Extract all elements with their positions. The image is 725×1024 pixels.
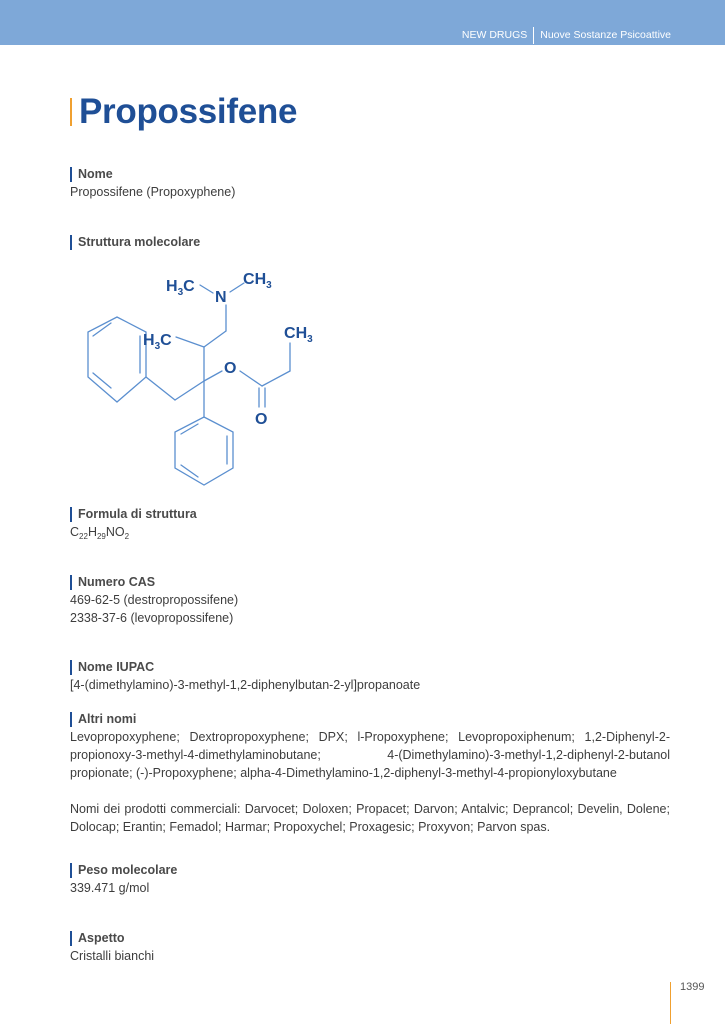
- altri-commercial: Nomi dei prodotti commerciali: Darvocet; Doloxen; Propacet; Darvon; Antalvic; Deprancol; Develin, Dolene; Dolocap; Erantin; Femadol; Harmar; Propoxychel; Proxagesic; Proxyvon; Parvon spas.: [70, 802, 670, 834]
- atom-h: H: [143, 332, 155, 349]
- section-marker: [70, 235, 72, 250]
- atom-sub: 3: [177, 287, 184, 298]
- iupac-label: Nome IUPAC: [78, 660, 155, 674]
- cas-line-1: 469-62-5 (destropropossifene): [70, 593, 239, 607]
- aspetto-label: Aspetto: [78, 931, 125, 945]
- iupac-value: [4-(dimethylamino)-3-methyl-1,2-diphenylbutan-2-yl]propanoate: [70, 678, 421, 692]
- footer-accent-line: [670, 982, 671, 1024]
- section-aspetto: [70, 929, 154, 965]
- title-accent-bar: [70, 98, 72, 126]
- section-nome: [70, 165, 235, 201]
- svg-text:CH3: [284, 325, 313, 345]
- section-cas: [70, 573, 238, 627]
- nome-label: Nome: [78, 167, 113, 181]
- peso-value: 339.471 g/mol: [70, 881, 150, 895]
- molecule-structure-diagram: [70, 262, 313, 494]
- atom-n: N: [215, 289, 227, 306]
- atom-o: O: [224, 360, 237, 377]
- section-marker: [70, 167, 72, 182]
- section-marker: [70, 931, 72, 946]
- section-peso: [70, 861, 177, 897]
- header-subsection: Nuove Sostanze Psicoattive: [540, 28, 671, 41]
- atom-o: O: [255, 411, 268, 428]
- section-marker: [70, 863, 72, 878]
- struttura-label: Struttura molecolare: [78, 235, 201, 249]
- section-marker: [70, 712, 72, 727]
- cas-line-2: 2338-37-6 (levopropossifene): [70, 611, 234, 625]
- header-section: NEW DRUGS: [461, 28, 528, 41]
- section-struttura: [70, 233, 200, 251]
- atom-sub: 3: [307, 334, 313, 345]
- atom-h: H: [295, 325, 308, 342]
- section-formula: [70, 505, 197, 546]
- aspetto-value: Cristalli bianchi: [70, 949, 155, 963]
- molecule-bonds: [88, 283, 290, 485]
- page-number: 1399: [680, 981, 705, 993]
- page-title: [70, 92, 297, 132]
- section-marker: [70, 660, 72, 675]
- peso-label: Peso molecolare: [78, 863, 178, 877]
- cas-label: Numero CAS: [78, 575, 156, 589]
- svg-text:H3C: [143, 332, 172, 352]
- nome-value: Propossifene (Propoxyphene): [70, 185, 236, 199]
- formula-label: Formula di struttura: [78, 507, 197, 521]
- altri-label: Altri nomi: [78, 712, 137, 726]
- altri-names: Levopropoxyphene; Dextropropoxyphene; DPX; l-Propoxyphene; Levopropoxiphenum; 1,2-Diphenyl-2-propionoxy-3-methyl-4-dimethylaminobutane; 4-(Dimethylamino)-3-methyl-1,2-diphenyl-2-butanol propionate; (-)-Propoxyphene; alpha-4-Dimethylamino-1,2-diphenyl-3-methyl-4-propionyloxybutane: [70, 730, 670, 780]
- molecule-atom-labels: [143, 271, 313, 428]
- section-iupac: [70, 658, 420, 694]
- header-separator: [533, 27, 534, 44]
- atom-c: C: [183, 278, 195, 295]
- atom-h: H: [166, 278, 178, 295]
- atom-sub: 3: [154, 341, 161, 352]
- atom-sub: 3: [266, 280, 272, 291]
- atom-c: C: [284, 325, 296, 342]
- svg-text:CH3: [243, 271, 272, 291]
- top-bar: [0, 0, 725, 45]
- formula-value: $C_{22}H_{29}NO_2$: [70, 525, 130, 541]
- section-marker: [70, 575, 72, 590]
- section-altri-nomi: [70, 710, 670, 836]
- atom-c: C: [243, 271, 255, 288]
- section-marker: [70, 507, 72, 522]
- header-breadcrumb: [462, 26, 671, 43]
- atom-c: C: [160, 332, 172, 349]
- page-title-text: Propossifene: [79, 92, 298, 131]
- svg-text:H3C: [166, 278, 195, 298]
- atom-h: H: [254, 271, 267, 288]
